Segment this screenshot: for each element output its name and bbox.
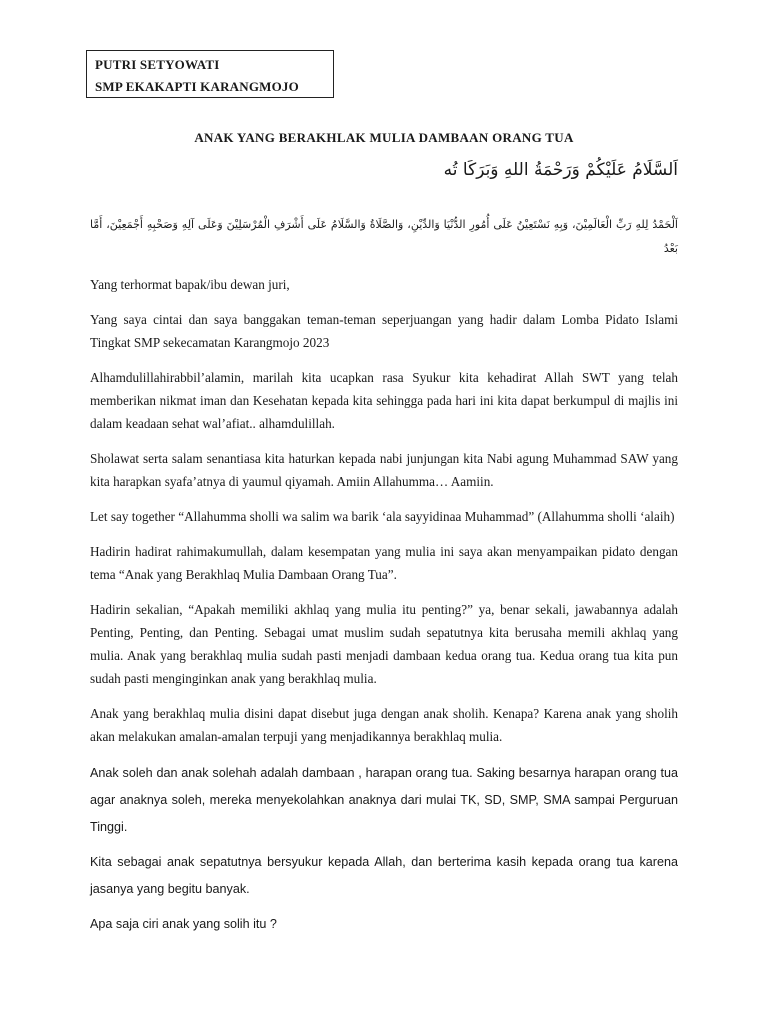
author-box [86,50,334,98]
author-name: PUTRI SETYOWATI [95,57,220,72]
school-name: SMP EKAKAPTI KARANGMOJO [95,79,299,94]
paragraph: Alhamdulillahirabbil’alamin, marilah kita ucapkan rasa Syukur kita kehadirat Allah SWT yang telah memberikan nikmat iman dan Kesehatan kepada kita sehingga pada hari ini kita dapat berkumpul di majlis ini dalam keadaan sehat wal’afiat.. alhamdulillah. [90,370,678,431]
arabic-hamdalah: اَلْحَمْدُ لِلهِ رَبِّ الْعَالَمِيْنَ، وَبِهِ نَسْتَعِيْنُ عَلَى أُمُورِ الدُّنْيَا وَالدِّيْنِ، وَالصَّلَاةُ وَالسَّلَامُ عَلَى أَشْرَفِ الْمُرْسَلِيْنَ وَعَلَى آلِهِ وَصَحْبِهِ أَجْمَعِيْنَ، أَمَّا بَعْدُ [90,218,678,255]
paragraph: Anak yang berakhlaq mulia disini dapat disebut juga dengan anak sholih. Kenapa? Karena anak yang sholih akan melakukan amalan-amalan terpuji yang menjadikannya berakhlaq mulia. [90,706,678,744]
document-title: ANAK YANG BERAKHLAK MULIA DAMBAAN ORANG TUA [194,130,574,145]
paragraph: Let say together “Allahumma sholli wa salim wa barik ‘ala sayyidinaa Muhammad” (Allahumma sholli ‘alaih) [90,509,675,524]
speech-body [90,273,678,946]
paragraph: Anak soleh dan anak solehah adalah dambaan , harapan orang tua. Saking besarnya harapan orang tua agar anaknya soleh, mereka menyekolahkan anaknya dari mulai TK, SD, SMP, SMA sampai Perguruan Tinggi. [90,766,678,834]
paragraph: Hadirin hadirat rahimakumullah, dalam kesempatan yang mulia ini saya akan menyampaikan pidato dengan tema “Anak yang Berakhlaq Mulia Dambaan Orang Tua”. [90,544,678,582]
paragraph: Sholawat serta salam senantiasa kita haturkan kepada nabi junjungan kita Nabi agung Muhammad SAW yang kita harapkan syafa’atnya di yaumul qiyamah. Amiin Allahumma… Aamiin. [90,451,678,489]
paragraph: Hadirin sekalian, “Apakah memiliki akhlaq yang mulia itu penting?” ya, benar sekali, jawabannya adalah Penting, Penting, dan Penting. Sebagai umat muslim sudah sepatutnya kita berusaha memili akhlaq yang mulia. Anak yang berakhlaq mulia sudah pasti menjadi dambaan kedua orang tua. Kedua orang tua kita pun sudah pasti menginginkan anak yang berakhlaq mulia. [90,602,678,686]
arabic-salam: اَلسَّلَامُ عَلَيْكُمْ وَرَحْمَةُ اللهِ وَبَرَكَا تُه [443,160,678,180]
paragraph: Apa saja ciri anak yang solih itu ? [90,917,277,931]
paragraph: Yang saya cintai dan saya banggakan teman-teman seperjuangan yang hadir dalam Lomba Pidato Islami Tingkat SMP sekecamatan Karangmojo 2023 [90,312,678,350]
paragraph: Yang terhormat bapak/ibu dewan juri, [90,277,290,292]
paragraph: Kita sebagai anak sepatutnya bersyukur kepada Allah, dan berterima kasih kepada orang tua karena jasanya yang begitu banyak. [90,855,678,896]
